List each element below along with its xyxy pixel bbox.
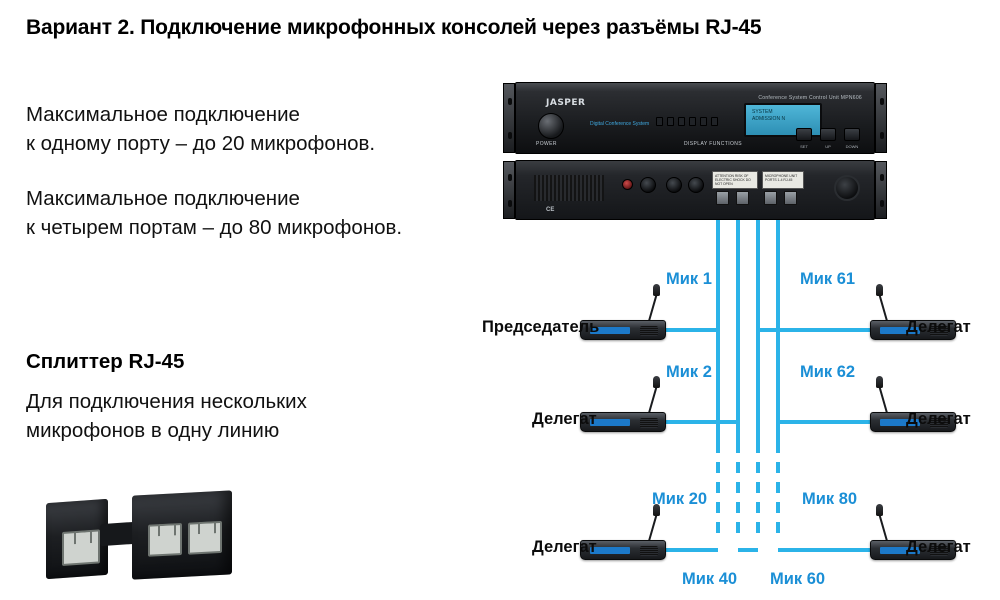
label-mic-40: Мик 40 (682, 570, 738, 588)
audio-connector-icon (688, 177, 704, 193)
label-role-delegate-62: Делегат (906, 410, 971, 428)
rj45-port-2[interactable] (736, 191, 749, 205)
rj45-double-jack-icon (132, 490, 232, 579)
mini-button[interactable] (689, 117, 696, 126)
model-text: Conference System Control Unit MPN606 (758, 95, 862, 101)
paragraph-four-ports-line2: к четырем портам – до 80 микрофонов. (26, 216, 403, 239)
warning-plate-2: MICROPHONE UNIT PORTS 1-4 RJ-45 (762, 171, 804, 189)
rj45-port-4[interactable] (784, 191, 797, 205)
label-mic-60: Мик 60 (770, 570, 826, 588)
brand-logo: JASPER (546, 98, 586, 108)
ventilation-grille-icon (534, 175, 604, 201)
label-role-delegate-80: Делегат (906, 538, 971, 556)
label-mic-61: Мик 61 (800, 270, 856, 288)
ce-mark: CE (546, 207, 555, 213)
conference-control-unit (515, 82, 875, 232)
page-title: Вариант 2. Подключение микрофонных консолей через разъёмы RJ-45 (26, 16, 762, 39)
rj45-splitter-image (40, 487, 260, 582)
mini-button[interactable] (700, 117, 707, 126)
splitter-description-line1: Для подключения нескольких (26, 390, 307, 413)
rack-ear-left-icon (503, 83, 515, 153)
rj45-single-plug-icon (46, 499, 108, 579)
function-button-label-down: DOWN (845, 144, 859, 149)
mini-button[interactable] (656, 117, 663, 126)
microphone-head-icon (653, 376, 660, 388)
display-functions-label: DISPLAY FUNCTIONS (684, 141, 743, 147)
xlr-output-icon (834, 175, 860, 201)
console-speaker-icon (640, 418, 658, 428)
console-speaker-icon (640, 546, 658, 556)
rj45-jack-icon (188, 521, 222, 555)
paragraph-four-ports-line1: Максимальное подключение (26, 187, 300, 210)
microphone-gooseneck-icon (878, 512, 888, 541)
paragraph-one-port-line1: Максимальное подключение (26, 103, 300, 126)
control-unit-front-panel (515, 82, 875, 154)
rj45-port-1[interactable] (716, 191, 729, 205)
splitter-cable-icon (100, 522, 136, 547)
control-unit-rear-panel (515, 160, 875, 220)
label-role-chairman: Председатель (482, 318, 600, 336)
mini-button-row[interactable] (656, 117, 718, 126)
mini-button[interactable] (711, 117, 718, 126)
label-mic-80: Мик 80 (802, 490, 858, 508)
console-speaker-icon (640, 326, 658, 336)
microphone-head-icon (653, 284, 660, 296)
rj45-port-3[interactable] (764, 191, 777, 205)
rj45-jack-icon (148, 523, 182, 557)
label-mic-62: Мик 62 (800, 363, 856, 381)
paragraph-one-port-line2: к одному порту – до 20 микрофонов. (26, 132, 376, 155)
system-subtitle: Digital Conference System (590, 121, 650, 127)
label-role-delegate-2: Делегат (532, 410, 597, 428)
microphone-gooseneck-icon (648, 384, 658, 413)
rj45-jack-icon (62, 529, 100, 566)
function-button-label-up: UP (825, 144, 831, 149)
microphone-gooseneck-icon (648, 292, 658, 321)
left-text-column (26, 100, 486, 268)
microphone-head-icon (876, 504, 883, 516)
rack-ear-right-icon (875, 83, 887, 153)
label-mic-20: Мик 20 (652, 490, 708, 508)
microphone-head-icon (876, 284, 883, 296)
audio-connector-icon (640, 177, 656, 193)
lcd-line-1: SYSTEM (752, 109, 773, 115)
mini-button[interactable] (667, 117, 674, 126)
xlr-input-icon (666, 177, 682, 193)
function-button-set[interactable] (796, 128, 812, 141)
microphone-head-icon (876, 376, 883, 388)
splitter-description-line2: микрофонов в одну линию (26, 419, 280, 442)
label-role-delegate-20: Делегат (532, 538, 597, 556)
microphone-gooseneck-icon (648, 512, 658, 541)
function-button-up[interactable] (820, 128, 836, 141)
label-mic-1: Мик 1 (666, 270, 712, 288)
rack-ear-right-icon (875, 161, 887, 219)
lcd-line-2: ADMISSION N (752, 116, 786, 122)
microphone-gooseneck-icon (878, 292, 888, 321)
function-button-labels (796, 144, 860, 149)
rca-jack-icon (622, 179, 633, 190)
function-button-down[interactable] (844, 128, 860, 141)
power-knob[interactable] (538, 113, 564, 139)
splitter-description (26, 387, 466, 445)
mini-button[interactable] (678, 117, 685, 126)
label-mic-2: Мик 2 (666, 363, 712, 381)
label-role-delegate-61: Делегат (906, 318, 971, 336)
rack-ear-left-icon (503, 161, 515, 219)
warning-plate-1: ATTENTION RISK OF ELECTRIC SHOCK DO NOT OPEN (712, 171, 758, 189)
function-button-row[interactable] (796, 128, 860, 141)
paragraph-four-ports (26, 184, 486, 242)
function-button-label-set: SET (800, 144, 808, 149)
microphone-gooseneck-icon (878, 384, 888, 413)
connection-diagram (470, 70, 1000, 600)
splitter-heading: Сплиттер RJ-45 (26, 350, 185, 373)
paragraph-one-port (26, 100, 486, 158)
power-label: POWER (536, 141, 557, 147)
